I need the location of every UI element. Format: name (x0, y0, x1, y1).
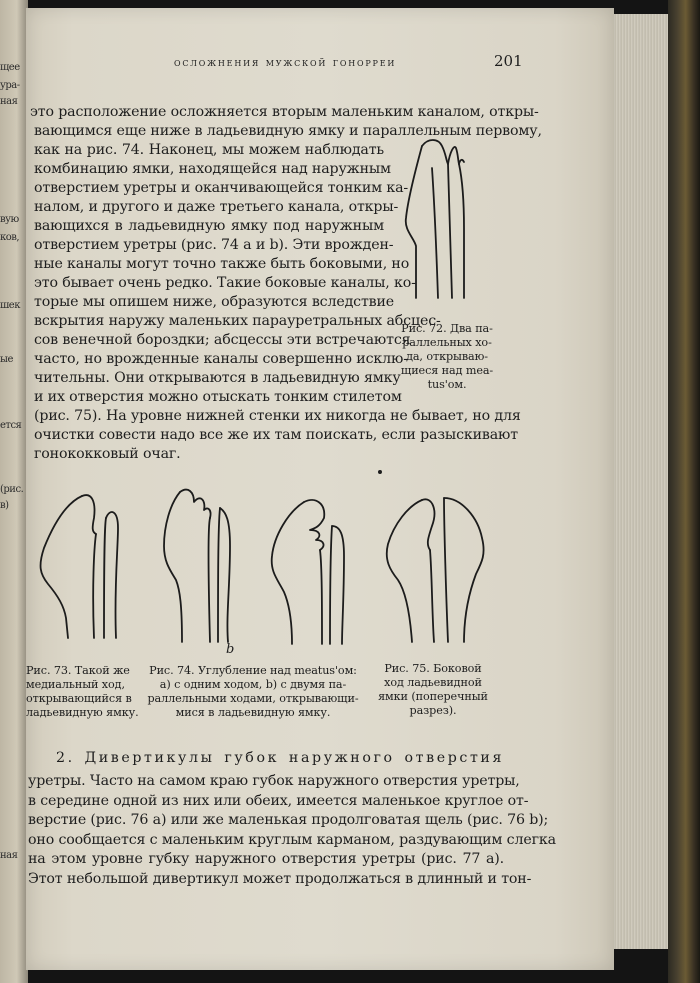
caption-line: мися в ладьевидную ямку. (175, 706, 331, 719)
book-page (26, 8, 614, 970)
caption-line: tus'ом. (427, 378, 467, 391)
section-line: верстие (рис. 76 a) или же маленькая продолговатая щель (рис. 76 b); (28, 812, 549, 828)
body-line: гонококковый очаг. (34, 446, 181, 462)
section-heading: 2. Дивертикулы губок наружного отверстия (56, 750, 504, 766)
figure-75-drawing (382, 494, 494, 644)
caption-line: Рис. 75. Боковой (384, 662, 482, 675)
section-line: оно сообщается с маленьким круглым карманом, раздувающим слегка (28, 831, 556, 848)
body-line: комбинацию ямки, находящейся над наружным (34, 161, 391, 177)
caption-line: щиеся над mea- (400, 364, 494, 377)
left-page-fragment: щее (0, 62, 20, 73)
body-line: вающимся еще ниже в ладьевидную ямку и параллельным первому, (34, 123, 542, 139)
left-page-fragment: ная (0, 96, 18, 107)
left-page-fragment: в) (0, 500, 9, 511)
caption-line: да, открываю- (406, 350, 488, 363)
body-line: ные каналы могут точно также быть боковыми, но (34, 256, 410, 272)
body-line: торые мы опишем ниже, образуются вследствие (34, 294, 395, 310)
left-page-fragment: ура- (0, 80, 20, 91)
section-line: Этот небольшой дивертикул может продолжаться в длинный и тон- (28, 870, 532, 887)
section-line: уретры. Часто на самом краю губок наружного отверстия уретры, (28, 773, 520, 789)
body-line: чительны. Они открываются в ладьевидную ямку (34, 370, 401, 386)
figure-74a-drawing (150, 486, 240, 646)
caption-line: ход ладьевидной (384, 676, 482, 689)
body-line: как на рис. 74. Наконец, мы можем наблюдать (34, 142, 384, 158)
body-line: сов венечной бороздки; абсцессы эти встречаются (34, 332, 411, 348)
printing-speck (378, 470, 382, 474)
caption-line: ямки (поперечный (378, 690, 488, 703)
body-line: очистки совести надо все же их там поискать, если разыскивают (34, 427, 518, 443)
left-page-edge (0, 0, 28, 983)
caption-line: Рис. 73. Такой же (26, 664, 130, 677)
body-line: часто, но врожденные каналы совершенно исклю- (34, 351, 408, 367)
left-page-fragment: шек (0, 300, 20, 311)
caption-line: медиальный ход, (26, 678, 125, 691)
section-line: в середине одной из них или обеих, имеется маленькое круглое от- (28, 792, 529, 809)
caption-line: разрез). (409, 704, 457, 717)
caption-line: Рис. 74. Углубление над meatus'ом: (149, 664, 357, 677)
caption-line: открывающийся в (26, 692, 132, 705)
page-block-edge (612, 14, 671, 949)
caption-line: Рис. 72. Два па- (401, 322, 493, 335)
book-cover (668, 0, 700, 983)
caption-line: раллельными ходами, открывающи- (147, 692, 359, 705)
figure-73-drawing (34, 488, 134, 648)
figure-74b-drawing (264, 496, 354, 646)
caption-line: ладьевидную ямку. (26, 706, 139, 719)
caption-line: раллельных хо- (402, 336, 492, 349)
body-line: это расположение осложняется вторым маленьким каналом, откры- (30, 104, 539, 120)
left-page-fragment: (рис. (0, 484, 24, 495)
left-page-fragment: ется (0, 420, 22, 431)
body-line: отверстием уретры (рис. 74 a и b). Эти врожден- (34, 237, 394, 253)
body-line: (рис. 75). На уровне нижней стенки их никогда не бывает, но для (34, 408, 521, 424)
left-page-fragment: вую (0, 214, 19, 225)
left-page-fragment: ков, (0, 232, 20, 243)
body-line: это бывает очень редко. Такие боковые каналы, ко- (34, 275, 416, 291)
caption-line: a) с одним ходом, b) с двумя па- (159, 678, 347, 691)
section-line: на этом уровне губку наружного отверстия уретры (рис. 77 a). (28, 851, 504, 867)
left-page-fragment: ная (0, 850, 18, 861)
body-line: отверстием уретры и оканчивающейся тонким ка- (34, 180, 409, 196)
left-page-fragment: ые (0, 354, 13, 365)
body-line: и их отверстия можно отыскать тонким стилетом (34, 389, 402, 405)
page-number: 201 (494, 52, 523, 70)
running-header: осложнения мужской гонорреи (174, 55, 397, 69)
body-line: вающихся в ладьевидную ямку под наружным (34, 218, 384, 234)
figure-72-drawing (402, 138, 492, 298)
body-line: налом, и другого и даже третьего канала, откры- (34, 199, 399, 215)
figure-74-label-b: b (226, 642, 235, 657)
body-line: вскрытия наружу маленьких парауретральных абсцес- (34, 313, 441, 329)
